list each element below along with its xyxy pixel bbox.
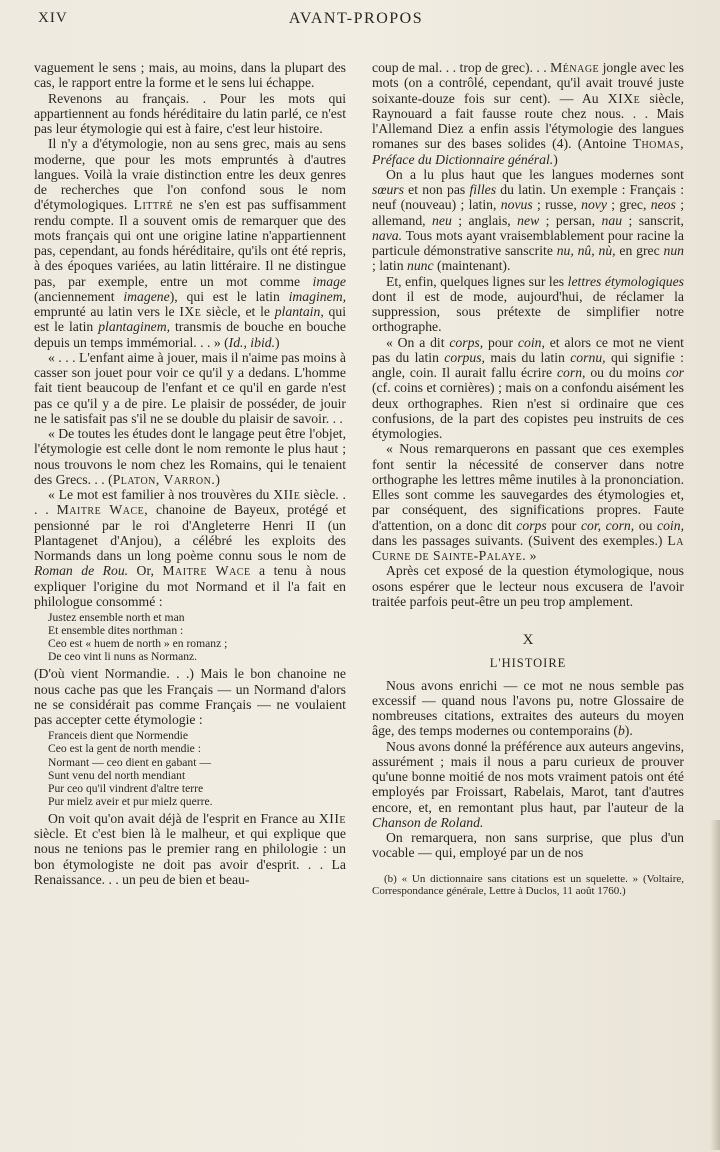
page-title: AVANT-PROPOS xyxy=(288,10,424,27)
verse-line: Sunt venu del north mendiant xyxy=(48,768,186,782)
paragraph: vaguement le sens ; mais, au moins, dans la plupart des cas, le rapport entre la forme et le sens lui échappe. xyxy=(34,60,346,91)
verse-quote xyxy=(48,611,346,663)
verse-line: Franceis dient que Normendie xyxy=(48,729,189,743)
paragraph: « De toutes les études dont le langage peut être l'objet, l'étymologie est celle dont le nom remonte le plus haut ; nous trouvons le nom chez les Romains, qui le tenaient des Grecs. . . (Platon, Varron.) xyxy=(34,426,346,487)
paragraph: On remarquera, non sans surprise, que plus d'un vocable — qui, employé par un de nos xyxy=(372,830,684,861)
author-name: Ménage xyxy=(550,60,600,75)
verse-line: Normant — ceo dient en gabant — xyxy=(48,755,211,769)
author-name: La Curne de Sainte-Palaye. xyxy=(372,532,684,563)
running-head xyxy=(26,10,686,32)
author-name: Maitre Wace, xyxy=(56,502,149,518)
paragraph: Revenons au français. . Pour les mots qui appartiennent au fonds héréditaire du latin parlé, ce n'est pas leur étymologie qui est à faire, c'est leur histoire. xyxy=(34,90,346,136)
verse-line: Justez ensemble north et man xyxy=(48,611,185,624)
right-column xyxy=(372,60,684,898)
paragraph: coup de mal. . . trop de grec). . . Ménage jongle avec les mots (on a contrôlé, cependant, qu'il avait trouvé juste soixante-douze fois sur cent). — Au XIXe siècle, Raynouard a fait fausse route chez nous. . . Mais l'Allemand Diez a enfin assis l'étymologie des langues romanes sur des bases solides (4). (Antoine Thomas, Préface du Dictionnaire général.) xyxy=(372,60,684,167)
author-name: Thomas, xyxy=(632,136,684,152)
verse-line: Ceo est « huem de north » en romanz ; xyxy=(48,637,228,651)
verse-line: Pur mielz aveir et pur mielz querre. xyxy=(48,794,213,808)
verse-line: De ceo vint li nuns as Normanz. xyxy=(48,650,198,664)
paragraph: On a lu plus haut que les langues modernes sont sœurs et non pas filles du latin. Un exemple : Français : neuf (nouveau) ; latin, novus ; russe, novy ; grec, neos ; allemand, neu ; anglais, new ; persan, nau ; sanscrit, nava. Tous mots ayant vraisemblablement pour racine la particule démonstrative sanscrite nu, nû, nù, en grec nun ; latin nunc (maintenant). xyxy=(372,166,685,274)
paragraph: « Nous remarquerons en passant que ces exemples font sentir la nécessité de conserver dans notre orthographe les lettres même inutiles à la prononciation. Elles sont comme les sauvegardes des étymologies et, par conséquent, des significations propres. Faute d'attention, on a donc dit corps pour cor, corn, ou coin, dans les passages suivants. (Suivent des exemples.) La Curne de Sainte-Palaye. » xyxy=(372,441,684,563)
paragraph: On voit qu'on avait déjà de l'esprit en France au XIIe siècle. Et c'est bien là le malheur, et qui explique que nous ne tenions pas le premier rang en philologie : un bon étymologiste ne doit pas avoir d'esprit. . . La Renaissance. . . un peu de bien et beau- xyxy=(34,810,346,887)
verse-line: Ceo est la gent de north mendie : xyxy=(48,742,201,756)
left-column xyxy=(34,60,346,887)
page-number: XIV xyxy=(38,10,68,26)
section-title: L'HISTOIRE xyxy=(489,656,567,671)
footnote: (b) « Un dictionnaire sans citations est un squelette. » (Voltaire, Correspondance générale, Lettre à Duclos, 11 août 1760.) xyxy=(372,872,684,898)
paragraph: Il n'y a d'étymologie, non au sens grec, mais au sens moderne, que pour les mots empruntés à d'autres langues. Voilà la vraie distinction entre les deux genres de recherches que l'on confond sous le nom d'étymologiques. Littré ne s'en est pas suffisamment rendu compte. Il a souvent omis de remarquer que des mots français qui ont une origine latine n'appartiennent pas, cependant, au fonds héréditaire, qu'ils ont été repris, à des époques variées, au latin littéraire. Il ne distingue pas, par exemple, entre un mot comme image (anciennement imagene), qui est le latin imaginem, emprunté au latin vers le IXe siècle, et le plantain, qui est le latin plantaginem, transmis de bouche en bouche depuis un temps immémorial. . . » (Id., ibid.) xyxy=(34,136,347,350)
author-name: Platon, Varron. xyxy=(112,471,216,487)
paragraph: « On a dit corps, pour coin, et alors ce mot ne vient pas du latin corpus, mais du latin cornu, qui signifie : angle, coin. Il aurait fallu écrire corn, ou du moins cor (cf. coins et cornières) ; mais on a confondu aisément les deux orthographes. Rien n'est si ordinaire que ces confusions, de la part des copistes peu instruits de ces étymologies. xyxy=(372,334,684,441)
author-name: Maitre Wace xyxy=(162,563,251,579)
section-number: X xyxy=(522,632,534,648)
verse-line: Pur ceo qu'il vindrent d'altre terre xyxy=(48,781,204,795)
paragraph: Nous avons enrichi — ce mot ne nous semble pas excessif — quand nous l'avons pu, notre Glossaire de nombreuses citations, extraites des auteurs du moyen âge, des temps modernes ou contemporains (b). xyxy=(372,677,684,739)
paragraph: « Le mot est familier à nos trouvères du XIIe siècle. . . . Maitre Wace, chanoine de Bayeux, protégé et pensionné par le roi d'Angleterre Henri II (un Plantagenet d'Anjou), a célébré les exploits des Normands dans un long poème connu sous le nom de Roman de Rou. Or, Maitre Wace a tenu à nous expliquer l'origine du mot Normand et il l'a fait en philologue consommé : xyxy=(34,487,347,609)
verse-line: Et ensemble dites northman : xyxy=(48,624,184,638)
page-edge-shadow xyxy=(710,820,720,1150)
paragraph: (D'où vient Normandie. . .) Mais le bon chanoine ne nous cache pas que les Français — un Normand d'alors ne se considérait pas comme Français — ne voulaient pas accepter cette étymologie : xyxy=(34,666,346,728)
paragraph: Nous avons donné la préférence aux auteurs angevins, assurément ; mais il nous a paru curieux de prouver qu'une bonne moitié de nos mots vraiment patois ont été employés par Froissart, Rabelais, Marot, tant d'autres encore, et, en remontant plus haut, par l'auteur de la Chanson de Roland. xyxy=(372,738,684,830)
footnote-marker: (b) xyxy=(384,872,397,885)
paragraph: Après cet exposé de la question étymologique, nous osons espérer que le lecteur nous excusera de l'avoir traitée parfois peut-être un peu trop amplement. xyxy=(372,563,684,609)
paragraph: « . . . L'enfant aime à jouer, mais il n'aime pas moins à casser son jouet pour voir ce qu'il y a dedans. L'homme fait tient beaucoup de l'enfant et ce qu'il en garde n'est pas ce qu'il y a de pire. Le plaisir de posséder, de jouir ne le satisfait pas s'il ne se double du plaisir de savoir. . . xyxy=(34,349,346,426)
paragraph: Et, enfin, quelques lignes sur les lettres étymologiques dont il est de mode, aujourd'hui, de réclamer la suppression, sous prétexte de simplifier notre orthographe. xyxy=(372,273,684,335)
verse-quote xyxy=(48,729,346,808)
author-name: Littré xyxy=(133,197,174,213)
